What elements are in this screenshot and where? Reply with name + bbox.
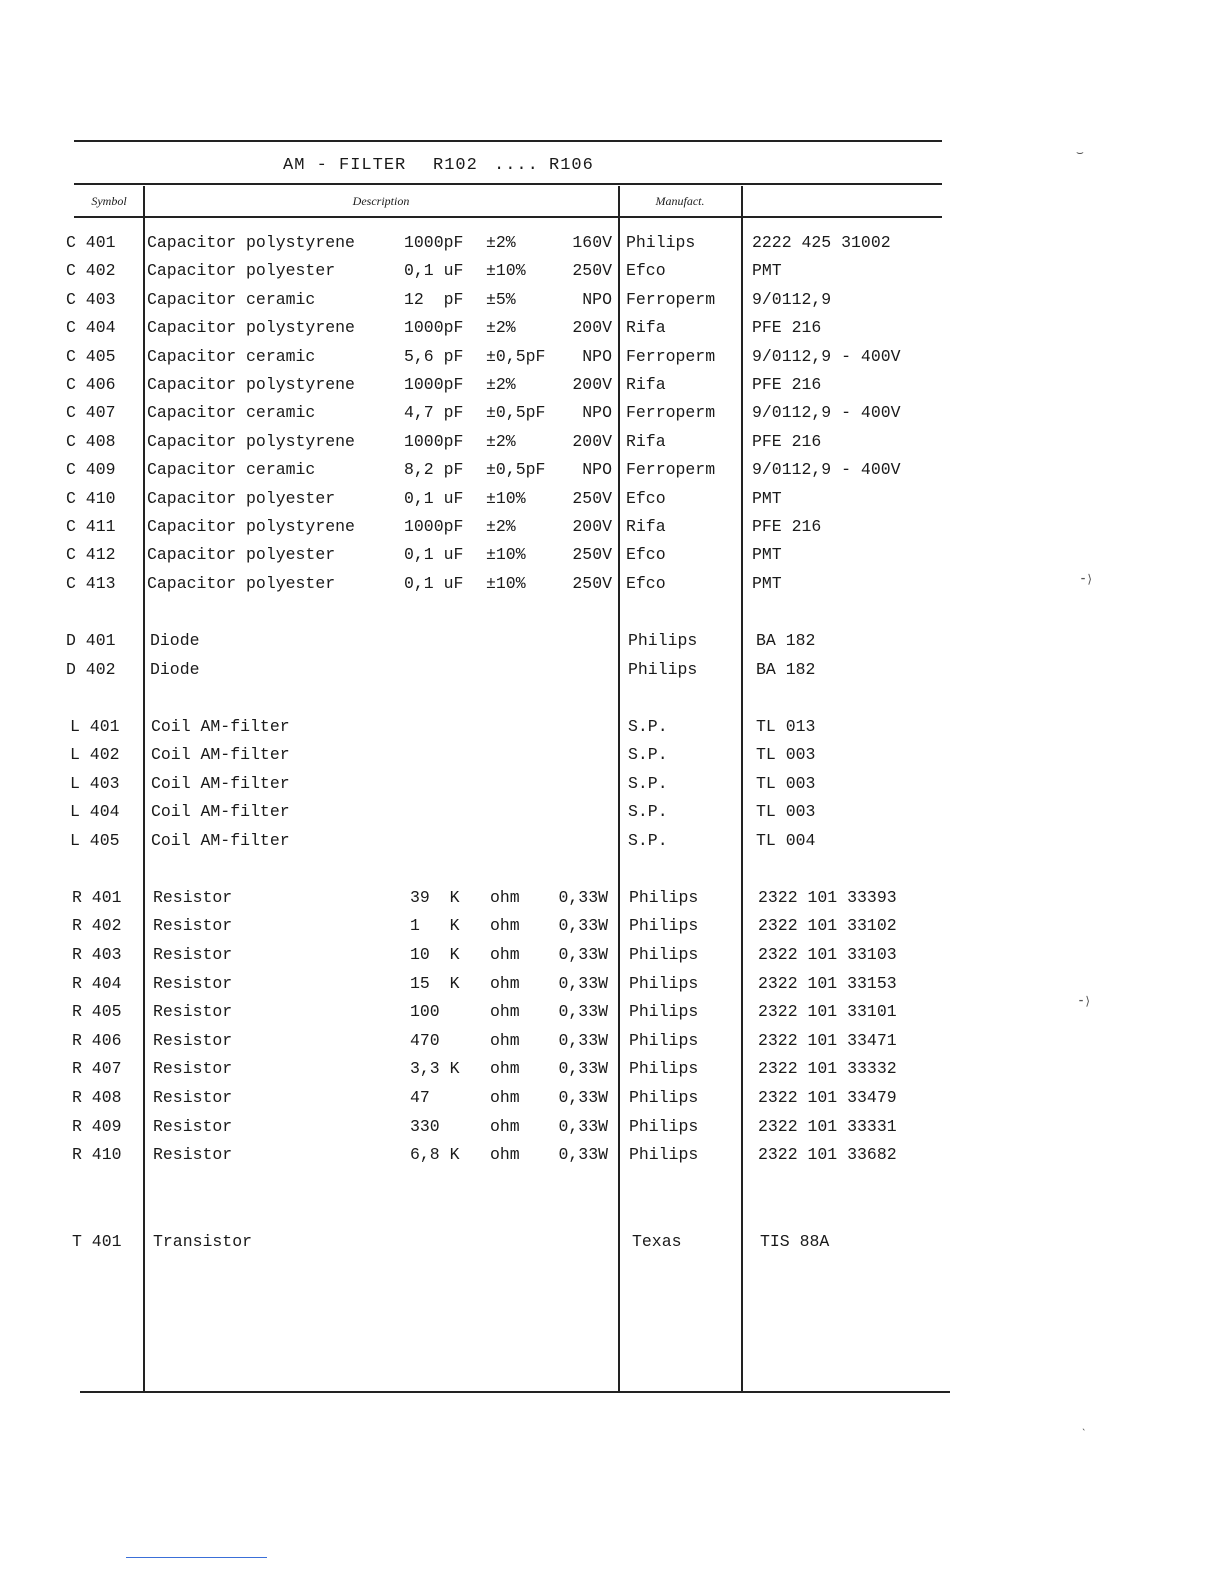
cell-part-number: TL 003 [756,774,816,793]
cell-manufacturer: S.P. [628,774,668,793]
cell-manufacturer: Philips [628,631,698,650]
cell-description: Coil AM-filter [151,831,290,850]
header-bottom-rule [74,216,942,218]
cell-value: 47 [410,1088,430,1107]
cell-symbol: L 404 [70,802,120,821]
cell-value: 12 pF [404,290,464,309]
cell-part-number: TIS 88A [760,1232,830,1251]
cell-value: 330 [410,1117,440,1136]
cell-symbol: R 408 [72,1088,122,1107]
table-bottom-rule [80,1391,950,1393]
cell-description: Capacitor ceramic [147,403,316,422]
cell-part-number: PFE 216 [752,375,822,394]
cell-manufacturer: Efco [626,261,666,280]
cell-description: Resistor [153,1002,233,1021]
cell-value: 0,1 uF [404,545,464,564]
cell-part-number: PMT [752,261,782,280]
cell-manufacturer: Philips [629,1031,699,1050]
cell-part-number: 9/0112,9 [752,290,832,309]
cell-part-number: 2322 101 33479 [758,1088,897,1107]
table-row [0,574,960,600]
cell-part-number: 2322 101 33682 [758,1145,897,1164]
table-row [0,660,960,686]
table-row [0,545,960,571]
cell-value: 0,1 uF [404,574,464,593]
cell-voltage: 250V [572,489,612,508]
cell-part-number: PMT [752,489,782,508]
cell-voltage: 200V [572,517,612,536]
cell-description: Coil AM-filter [151,717,290,736]
cell-tolerance: ±2% [486,517,516,536]
table-row [0,290,960,316]
cell-value: 10 K [410,945,460,964]
cell-symbol: C 407 [66,403,116,422]
table-row [0,745,960,771]
cell-description: Capacitor polyester [147,574,336,593]
table-row [0,1117,960,1143]
cell-description: Resistor [153,945,233,964]
cell-manufacturer: Philips [629,1117,699,1136]
scan-mark: ⁃⟩ [1080,573,1094,587]
cell-part-number: 2322 101 33153 [758,974,897,993]
cell-manufacturer: Philips [629,916,699,935]
cell-description: Transistor [153,1232,253,1251]
table-row [0,489,960,515]
cell-description: Capacitor polystyrene [147,318,355,337]
table-row [0,774,960,800]
cell-manufacturer: Efco [626,545,666,564]
cell-description: Resistor [153,1145,233,1164]
cell-manufacturer: Texas [632,1232,682,1251]
cell-part-number: TL 003 [756,745,816,764]
cell-power: 0,33W [558,916,608,935]
cell-power: 0,33W [558,945,608,964]
cell-value: 1000pF [404,318,464,337]
cell-manufacturer: S.P. [628,717,668,736]
cell-description: Capacitor polystyrene [147,375,355,394]
table-row [0,403,960,429]
cell-voltage: 160V [572,233,612,252]
cell-voltage: NPO [582,347,612,366]
cell-voltage: NPO [582,460,612,479]
cell-value: 1000pF [404,375,464,394]
cell-manufacturer: Philips [629,1145,699,1164]
cell-part-number: TL 004 [756,831,816,850]
cell-manufacturer: Rifa [626,375,666,394]
cell-symbol: R 409 [72,1117,122,1136]
cell-part-number: 2322 101 33332 [758,1059,897,1078]
cell-voltage: 200V [572,375,612,394]
cell-power: 0,33W [558,974,608,993]
cell-symbol: C 402 [66,261,116,280]
cell-symbol: C 405 [66,347,116,366]
scan-mark: ⌣ [1076,146,1084,160]
table-row [0,974,960,1000]
table-row [0,318,960,344]
table-row [0,717,960,743]
table-row [0,432,960,458]
cell-power: 0,33W [558,1145,608,1164]
cell-symbol: D 402 [66,660,116,679]
cell-value: 5,6 pF [404,347,464,366]
cell-symbol: C 403 [66,290,116,309]
cell-symbol: L 405 [70,831,120,850]
cell-unit: ohm [490,1002,520,1021]
table-row [0,916,960,942]
cell-tolerance: ±0,5pF [486,403,546,422]
header-description: Description [352,194,410,208]
cell-manufacturer: Philips [629,888,699,907]
cell-tolerance: ±2% [486,233,516,252]
cell-voltage: NPO [582,403,612,422]
cell-part-number: PFE 216 [752,517,822,536]
cell-part-number: BA 182 [756,660,816,679]
cell-manufacturer: Rifa [626,517,666,536]
cell-manufacturer: Philips [628,660,698,679]
cell-value: 39 K [410,888,460,907]
cell-tolerance: ±0,5pF [486,347,546,366]
cell-manufacturer: Ferroperm [626,403,716,422]
title-range-dots: .... [494,156,539,175]
cell-value: 4,7 pF [404,403,464,422]
cell-unit: ohm [490,916,520,935]
cell-part-number: TL 003 [756,802,816,821]
cell-symbol: L 401 [70,717,120,736]
cell-voltage: 200V [572,432,612,451]
cell-power: 0,33W [558,1088,608,1107]
cell-description: Diode [150,660,200,679]
title-range-end: R106 [549,156,594,175]
table-top-rule [74,140,942,142]
table-row [0,831,960,857]
cell-description: Capacitor polyester [147,545,336,564]
cell-part-number: PMT [752,545,782,564]
cell-description: Capacitor polyester [147,261,336,280]
cell-value: 3,3 K [410,1059,460,1078]
cell-unit: ohm [490,1059,520,1078]
cell-part-number: 9/0112,9 - 400V [752,347,901,366]
cell-description: Resistor [153,974,233,993]
cell-description: Capacitor polyester [147,489,336,508]
cell-manufacturer: Rifa [626,318,666,337]
table-row [0,888,960,914]
cell-manufacturer: Ferroperm [626,460,716,479]
cell-symbol: L 403 [70,774,120,793]
cell-symbol: C 401 [66,233,116,252]
cell-symbol: R 405 [72,1002,122,1021]
cell-description: Coil AM-filter [151,745,290,764]
cell-value: 1000pF [404,517,464,536]
table-row [0,375,960,401]
cell-tolerance: ±2% [486,375,516,394]
cell-manufacturer: Ferroperm [626,347,716,366]
cell-symbol: C 404 [66,318,116,337]
cell-value: 6,8 K [410,1145,460,1164]
cell-symbol: C 408 [66,432,116,451]
cell-part-number: 9/0112,9 - 400V [752,460,901,479]
cell-part-number: 9/0112,9 - 400V [752,403,901,422]
cell-power: 0,33W [558,888,608,907]
cell-part-number: BA 182 [756,631,816,650]
cell-description: Capacitor polystyrene [147,233,355,252]
title-range-start: R102 [433,156,478,175]
cell-symbol: C 412 [66,545,116,564]
header-manufacturer: Manufact. [655,194,705,208]
table-row [0,1088,960,1114]
cell-tolerance: ±2% [486,318,516,337]
cell-value: 0,1 uF [404,261,464,280]
table-row [0,1031,960,1057]
cell-tolerance: ±2% [486,432,516,451]
cell-description: Capacitor polystyrene [147,517,355,536]
cell-part-number: PFE 216 [752,432,822,451]
table-row [0,1145,960,1171]
cell-part-number: 2322 101 33471 [758,1031,897,1050]
scan-mark: ⁃⟩ [1078,995,1092,1009]
cell-manufacturer: Philips [629,1059,699,1078]
cell-tolerance: ±10% [486,489,526,508]
cell-symbol: T 401 [72,1232,122,1251]
cell-value: 1000pF [404,432,464,451]
cell-symbol: C 406 [66,375,116,394]
cell-manufacturer: S.P. [628,745,668,764]
cell-symbol: C 411 [66,517,116,536]
cell-manufacturer: Philips [629,1002,699,1021]
cell-manufacturer: Efco [626,574,666,593]
cell-description: Resistor [153,1088,233,1107]
cell-value: 1000pF [404,233,464,252]
cell-symbol: L 402 [70,745,120,764]
cell-part-number: 2222 425 31002 [752,233,891,252]
cell-manufacturer: S.P. [628,831,668,850]
cell-symbol: R 403 [72,945,122,964]
footnote-rule [126,1557,267,1558]
cell-description: Coil AM-filter [151,802,290,821]
cell-unit: ohm [490,1145,520,1164]
cell-power: 0,33W [558,1002,608,1021]
cell-manufacturer: Philips [629,974,699,993]
cell-part-number: 2322 101 33331 [758,1117,897,1136]
cell-description: Diode [150,631,200,650]
table-row [0,460,960,486]
cell-description: Coil AM-filter [151,774,290,793]
cell-voltage: 250V [572,574,612,593]
cell-tolerance: ±5% [486,290,516,309]
cell-voltage: 250V [572,545,612,564]
cell-value: 0,1 uF [404,489,464,508]
cell-symbol: R 404 [72,974,122,993]
cell-manufacturer: Philips [629,945,699,964]
cell-part-number: 2322 101 33102 [758,916,897,935]
cell-part-number: TL 013 [756,717,816,736]
cell-part-number: 2322 101 33103 [758,945,897,964]
header-symbol: Symbol [91,194,127,208]
table-row [0,802,960,828]
cell-unit: ohm [490,1031,520,1050]
table-row [0,233,960,259]
table-row [0,517,960,543]
cell-value: 8,2 pF [404,460,464,479]
table-row [0,1059,960,1085]
cell-symbol: D 401 [66,631,116,650]
cell-symbol: C 409 [66,460,116,479]
cell-unit: ohm [490,974,520,993]
title-bottom-rule [74,183,942,185]
cell-unit: ohm [490,1088,520,1107]
cell-description: Resistor [153,916,233,935]
cell-part-number: PMT [752,574,782,593]
cell-value: 100 [410,1002,440,1021]
cell-part-number: 2322 101 33393 [758,888,897,907]
cell-part-number: PFE 216 [752,318,822,337]
cell-description: Capacitor ceramic [147,347,316,366]
cell-power: 0,33W [558,1059,608,1078]
cell-symbol: R 402 [72,916,122,935]
cell-manufacturer: Rifa [626,432,666,451]
table-row [0,945,960,971]
cell-description: Capacitor ceramic [147,460,316,479]
cell-manufacturer: Philips [629,1088,699,1107]
cell-description: Resistor [153,1031,233,1050]
cell-power: 0,33W [558,1117,608,1136]
cell-description: Resistor [153,1117,233,1136]
cell-manufacturer: Efco [626,489,666,508]
cell-symbol: C 413 [66,574,116,593]
cell-value: 470 [410,1031,440,1050]
cell-voltage: 200V [572,318,612,337]
cell-unit: ohm [490,888,520,907]
cell-symbol: R 401 [72,888,122,907]
cell-symbol: C 410 [66,489,116,508]
table-row [0,1002,960,1028]
cell-tolerance: ±10% [486,574,526,593]
title-section: AM - FILTER [283,156,407,175]
cell-tolerance: ±10% [486,545,526,564]
cell-voltage: 250V [572,261,612,280]
cell-value: 15 K [410,974,460,993]
cell-description: Resistor [153,888,233,907]
cell-tolerance: ±0,5pF [486,460,546,479]
cell-symbol: R 407 [72,1059,122,1078]
table-row [0,261,960,287]
table-row [0,631,960,657]
cell-manufacturer: Philips [626,233,696,252]
cell-description: Capacitor ceramic [147,290,316,309]
cell-manufacturer: Ferroperm [626,290,716,309]
cell-tolerance: ±10% [486,261,526,280]
cell-symbol: R 406 [72,1031,122,1050]
cell-power: 0,33W [558,1031,608,1050]
cell-voltage: NPO [582,290,612,309]
cell-description: Capacitor polystyrene [147,432,355,451]
cell-manufacturer: S.P. [628,802,668,821]
cell-description: Resistor [153,1059,233,1078]
cell-part-number: 2322 101 33101 [758,1002,897,1021]
table-row [0,347,960,373]
cell-unit: ohm [490,945,520,964]
cell-symbol: R 410 [72,1145,122,1164]
scan-mark: ˎ [1080,1418,1088,1432]
cell-unit: ohm [490,1117,520,1136]
cell-value: 1 K [410,916,460,935]
table-row [0,1232,960,1258]
